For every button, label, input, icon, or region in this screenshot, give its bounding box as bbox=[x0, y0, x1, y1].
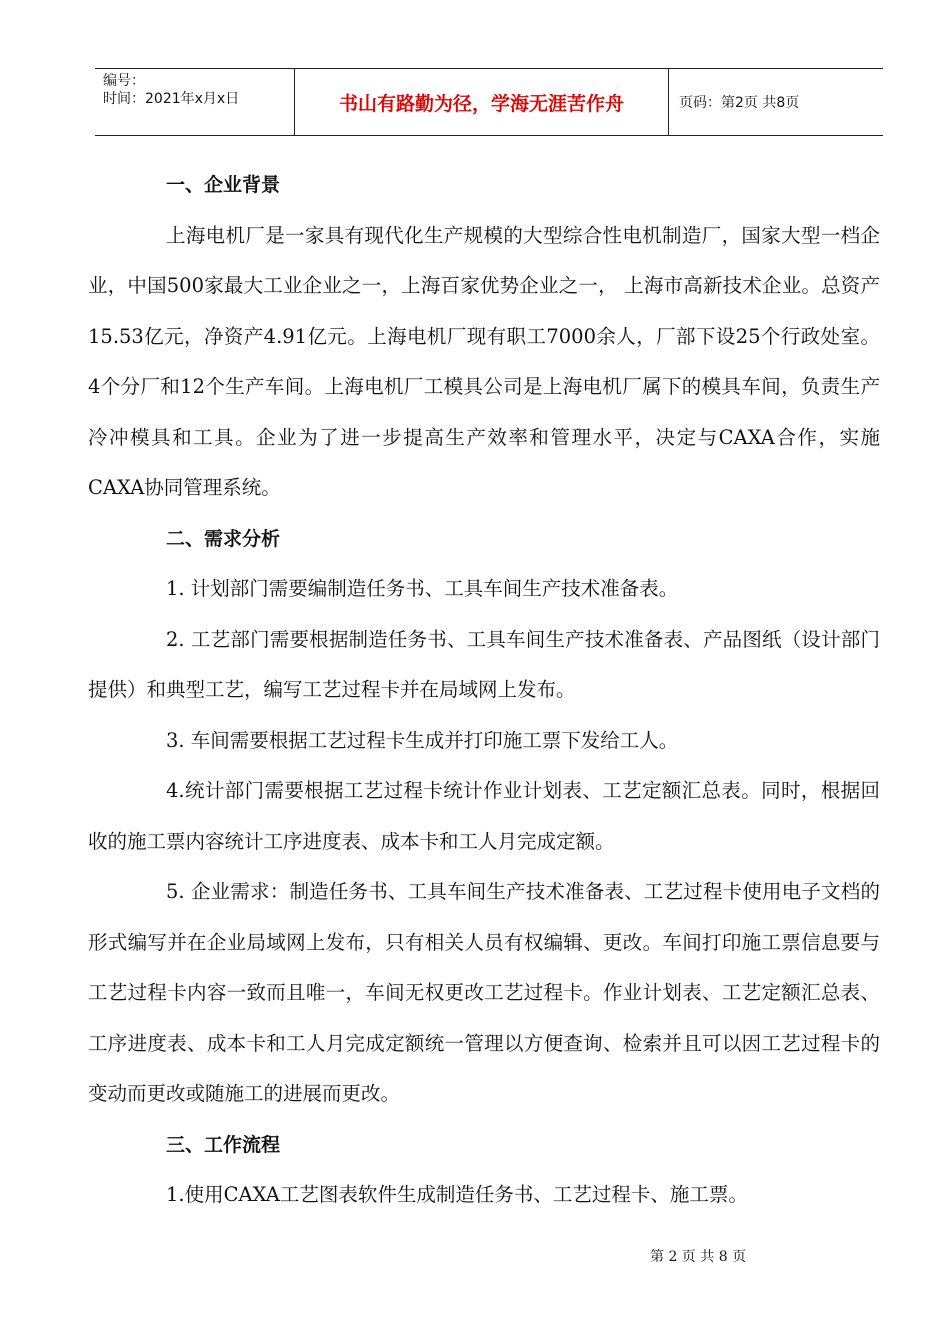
header-motto: 书山有路勤为径，学海无涯苦作舟 bbox=[295, 69, 669, 135]
section-title-requirements: 二、需求分析 bbox=[166, 527, 281, 550]
header-page-label: 页码：第2页 共8页 bbox=[679, 95, 800, 111]
document-body bbox=[88, 160, 880, 1221]
page-footer: 第 2 页 共 8 页 bbox=[650, 1249, 747, 1265]
requirement-item: 4.统计部门需要根据工艺过程卡统计作业计划表、工艺定额汇总表。同时，根据回收的施工票内容统计工序进度表、成本卡和工人月完成定额。 bbox=[88, 779, 880, 853]
time-label: 时间：2021年x月x日 bbox=[103, 91, 240, 107]
requirement-item: 2. 工艺部门需要根据制造任务书、工具车间生产技术准备表、产品图纸（设计部门提供）和典型工艺，编写工艺过程卡并在局域网上发布。 bbox=[88, 627, 880, 701]
document-header bbox=[95, 68, 883, 136]
code-label: 编号： bbox=[103, 73, 145, 89]
workflow-item: 1.使用CAXA工艺图表软件生成制造任务书、工艺过程卡、施工票。 bbox=[166, 1183, 748, 1206]
header-meta bbox=[95, 69, 295, 135]
requirement-item: 5. 企业需求：制造任务书、工具车间生产技术准备表、工艺过程卡使用电子文档的形式编写并在企业局域网上发布，只有相关人员有权编辑、更改。车间打印施工票信息要与工艺过程卡内容一致而且唯一，车间无权更改工艺过程卡。作业计划表、工艺定额汇总表、工序进度表、成本卡和工人月完成定额统一管理以方便查询、检索并且可以因工艺过程卡的变动而更改或随施工的进展而更改。 bbox=[88, 880, 880, 1105]
section-title-workflow: 三、工作流程 bbox=[166, 1133, 281, 1156]
paragraph-background: 上海电机厂是一家具有现代化生产规模的大型综合性电机制造厂，国家大型一档企业，中国500家最大工业企业之一，上海百家优势企业之一， 上海市高新技术企业。总资产15.53亿元，净资产4.91亿元。上海电机厂现有职工7000余人，厂部下设25个行政处室。 4个分厂和12个生产车间。上海电机厂工模具公司是上海电机厂属下的模具车间，负责生产冷冲模具和工具。企业为了进一步提高生产效率和管理水平，决定与CAXA合作，实施CAXA协同管理系统。 bbox=[88, 223, 880, 499]
section-title-background: 一、企业背景 bbox=[166, 174, 281, 196]
requirement-item: 3. 车间需要根据工艺过程卡生成并打印施工票下发给工人。 bbox=[166, 728, 679, 752]
requirement-item: 1. 计划部门需要编制造任务书、工具车间生产技术准备表。 bbox=[166, 577, 679, 600]
